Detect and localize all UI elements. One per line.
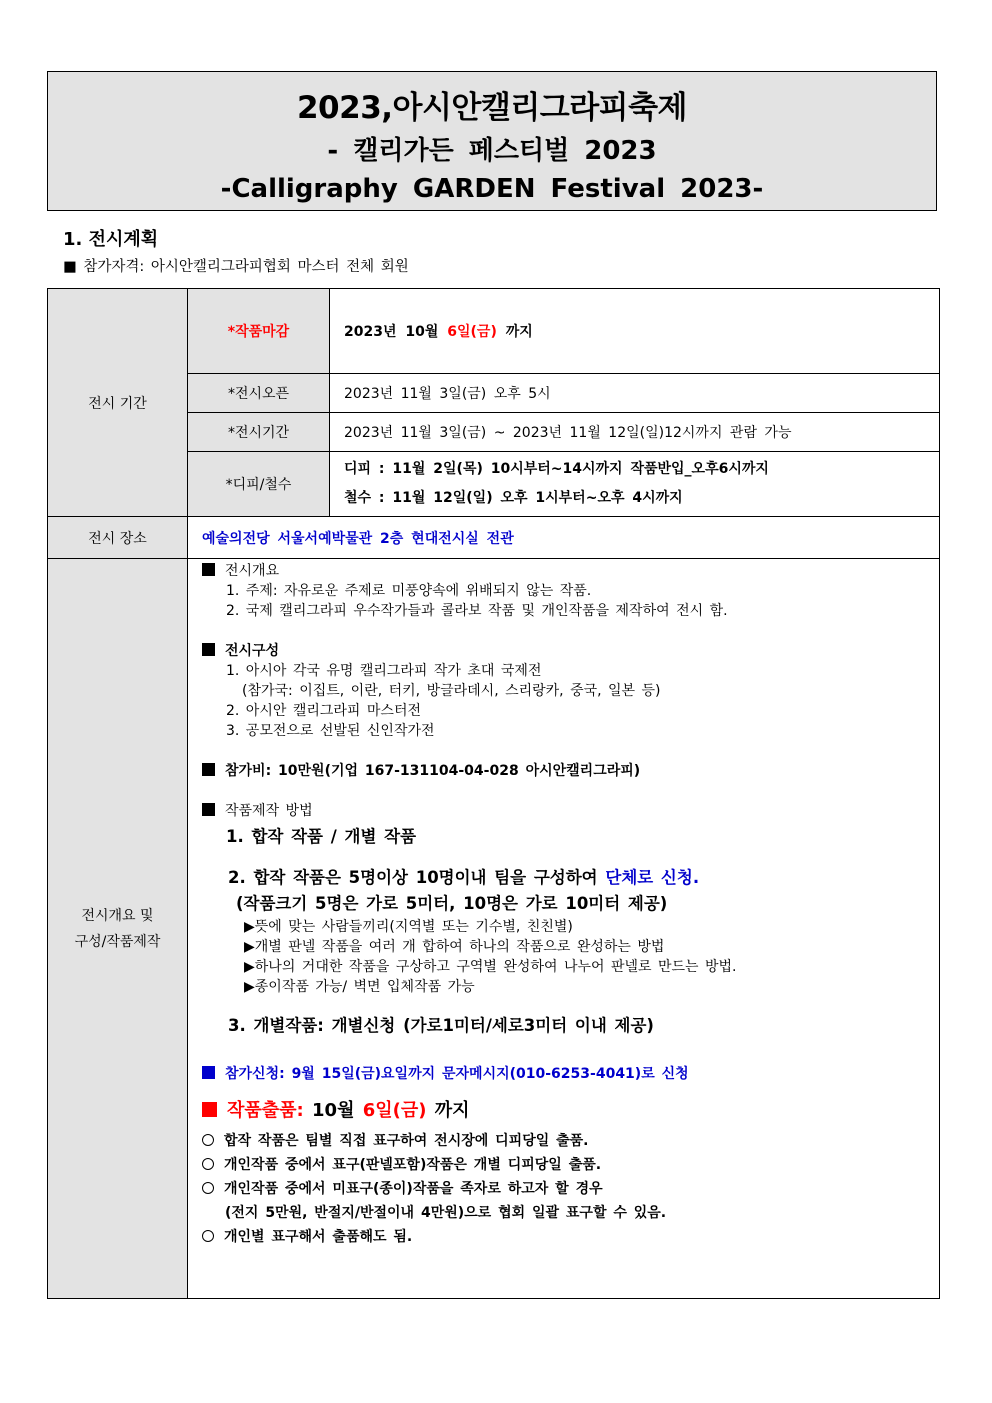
deadline-suffix: 까지 <box>505 324 533 340</box>
composition-heading-text: 전시구성 <box>225 643 280 659</box>
note-4 <box>202 1225 939 1249</box>
period-label: 전시 기간 <box>48 289 188 517</box>
note-2 <box>202 1153 939 1177</box>
method-item-2-text: 2. 합작 작품은 5명이상 10명이내 팀을 구성하여 <box>228 868 598 887</box>
composition-item-2: 2. 아시안 캘리그라피 마스터전 <box>226 703 421 719</box>
square-bullet-icon <box>202 763 215 776</box>
overview-label-line-2: 구성/작품제작 <box>74 933 161 950</box>
overview-heading <box>202 561 939 581</box>
opening-label: *전시오픈 <box>188 374 330 413</box>
composition-heading <box>202 641 939 661</box>
submit-day: 6일(금) <box>362 1100 427 1121</box>
square-bullet-icon <box>202 643 215 656</box>
overview-content <box>188 559 940 1299</box>
deadline-value <box>330 289 940 374</box>
bullet-2: ▶개별 판넬 작품을 여러 개 합하여 하나의 작품으로 완성하는 방법 <box>244 939 665 955</box>
venue-value: 예술의전당 서울서예박물관 2층 현대전시실 전관 <box>188 517 940 559</box>
overview-item-2: 2. 국제 캘리그라피 우수작가들과 콜라보 작품 및 개인작품을 제작하여 전시 함. <box>226 603 728 619</box>
deadline-row <box>48 289 940 374</box>
square-bullet-icon <box>202 803 215 816</box>
method-item-1: 1. 합작 작품 / 개별 작품 <box>226 827 417 846</box>
setup-line-2: 철수 : 11월 12일(일) 오후 1시부터~오후 4시까지 <box>344 490 683 506</box>
square-bullet-icon: ■ <box>63 259 77 275</box>
method-item-2 <box>202 865 939 891</box>
setup-line-1: 디피 : 11월 2일(목) 10시부터~14시까지 작품반입_오후6시까지 <box>344 461 769 477</box>
circle-bullet-icon <box>202 1158 214 1170</box>
fee-line <box>202 761 939 781</box>
method-item-2-highlight: 단체로 신청. <box>605 868 700 887</box>
overview-label-line-1: 전시개요 및 <box>81 907 154 924</box>
composition-item-1: 1. 아시아 각국 유명 캘리그라피 작가 초대 국제전 <box>226 663 542 679</box>
title-line-1: 2023,아시안캘리그라피축제 <box>296 90 687 126</box>
bullet-4: ▶종이작품 가능/ 벽면 입체작품 가능 <box>244 979 475 995</box>
note-2-text: 개인작품 중에서 표구(판넬포함)작품은 개별 디피당일 출품. <box>224 1157 602 1173</box>
circle-bullet-icon <box>202 1182 214 1194</box>
note-3b: (전지 5만원, 반절지/반절이내 4만원)으로 협회 일괄 표구할 수 있음. <box>225 1205 667 1221</box>
setup-value <box>330 452 940 517</box>
period-row-label: *전시기간 <box>188 413 330 452</box>
note-3-text: 개인작품 중에서 미표구(종이)작품을 족자로 하고자 할 경우 <box>224 1181 603 1197</box>
deadline-day: 6일(금) <box>447 324 497 340</box>
square-bullet-icon <box>202 563 215 576</box>
deadline-label: *작품마감 <box>188 289 330 374</box>
square-bullet-icon <box>202 1102 217 1117</box>
submit-label: 작품출품: <box>227 1100 304 1121</box>
circle-bullet-icon <box>202 1134 214 1146</box>
eligibility-text: 참가자격: 아시안캘리그라피협회 마스터 전체 회원 <box>83 259 409 275</box>
bullet-1: ▶뜻에 맞는 사람들끼리(지역별 또는 기수별, 친친별) <box>244 919 573 935</box>
circle-bullet-icon <box>202 1230 214 1242</box>
overview-row <box>48 559 940 1299</box>
opening-value: 2023년 11월 3일(금) 오후 5시 <box>330 374 940 413</box>
overview-heading-text: 전시개요 <box>225 563 280 579</box>
bullet-3: ▶하나의 거대한 작품을 구상하고 구역별 완성하여 나누어 판넬로 만드는 방법. <box>244 959 737 975</box>
eligibility-line <box>63 255 409 276</box>
method-item-3: 3. 개별작품: 개별신청 (가로1미터/세로3미터 이내 제공) <box>228 1016 654 1035</box>
apply-line <box>202 1061 939 1087</box>
deadline-date: 2023년 10월 <box>344 324 439 340</box>
method-heading <box>202 801 939 821</box>
submit-month: 10월 <box>312 1100 355 1121</box>
note-1 <box>202 1129 939 1153</box>
method-item-2b: (작품크기 5명은 가로 5미터, 10명은 가로 10미터 제공) <box>236 894 668 913</box>
note-4-text: 개인별 표구해서 출품해도 됨. <box>224 1229 413 1245</box>
apply-text: 참가신청: 9월 15일(금)요일까지 문자메시지(010-6253-4041)로 신청 <box>225 1066 689 1082</box>
title-box <box>47 71 937 211</box>
note-1-text: 합작 작품은 팀별 직접 표구하여 전시장에 디피당일 출품. <box>224 1133 589 1149</box>
composition-item-3: 3. 공모전으로 선발된 신인작가전 <box>226 723 435 739</box>
period-value: 2023년 11월 3일(금) ~ 2023년 11월 12일(일)12시까지 관람 가능 <box>330 413 940 452</box>
note-3 <box>202 1177 939 1201</box>
title-line-2: - 캘리가든 페스티벌 2023 <box>327 136 657 166</box>
submit-suffix: 까지 <box>434 1100 470 1121</box>
composition-item-1b: (참가국: 이집트, 이란, 터키, 방글라데시, 스리랑카, 중국, 일본 등) <box>242 683 661 699</box>
overview-label <box>48 559 188 1299</box>
venue-row <box>48 517 940 559</box>
overview-item-1: 1. 주제: 자유로운 주제로 미풍양속에 위배되지 않는 작품. <box>226 583 592 599</box>
venue-label: 전시 장소 <box>48 517 188 559</box>
exhibition-table <box>47 288 940 1299</box>
section-heading: 1. 전시계획 <box>63 229 159 250</box>
setup-label: *디피/철수 <box>188 452 330 517</box>
square-bullet-icon <box>202 1066 215 1079</box>
method-heading-text: 작품제작 방법 <box>225 803 313 819</box>
submit-line <box>202 1097 939 1125</box>
title-line-3: -Calligraphy GARDEN Festival 2023- <box>220 174 764 204</box>
fee-text: 참가비: 10만원(기업 167-131104-04-028 아시안캘리그라피) <box>225 763 641 779</box>
